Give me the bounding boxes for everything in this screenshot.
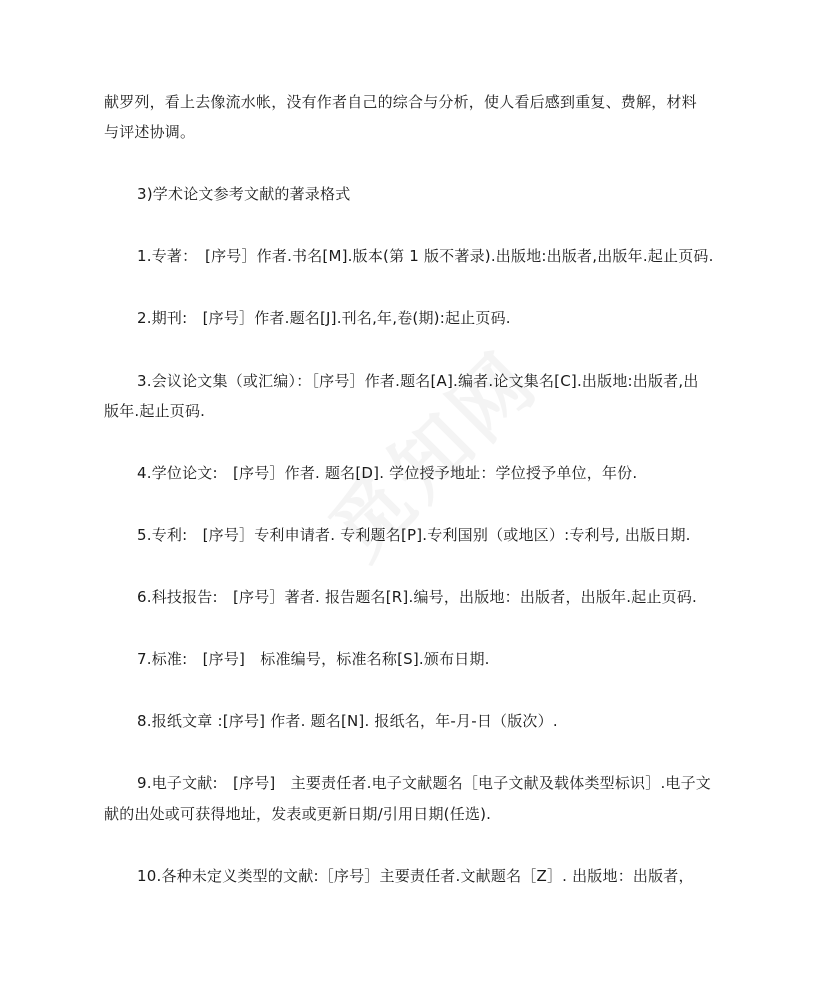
format-item-electronic-cont: 献的出处或可获得地址，发表或更新日期/引用日期(任选).: [104, 805, 492, 823]
format-item-journal: 2.期刊: [序号］作者.题名[J].刊名,年,卷(期):起止页码.: [137, 309, 511, 327]
format-item-proceedings: 3.会议论文集（或汇编）：［序号］作者.题名[A].编者.论文集名[C].出版地:出版者,出: [137, 372, 699, 390]
format-item-other: 10.各种未定义类型的文献:［序号］主要责任者.文献题名［Z］. 出版地：出版者，: [137, 867, 694, 885]
section-heading: 3)学术论文参考文献的著录格式: [137, 185, 351, 203]
format-item-electronic: 9.电子文献: [序号] 主要责任者.电子文献题名［电子文献及载体类型标识］.电子文: [137, 774, 712, 792]
format-item-monograph: 1.专著： [序号］作者.书名[M].版本(第 1 版不著录).出版地:出版者,出版年.起止页码.: [137, 247, 714, 265]
format-item-proceedings-cont: 版年.起止页码.: [104, 402, 206, 420]
paragraph-line-1: 献罗列，看上去像流水帐，没有作者自己的综合与分析，使人看后感到重复、费解，材料: [104, 93, 697, 111]
format-item-patent: 5.专利: [序号］专利申请者. 专利题名[P].专利国别（或地区）:专利号, 出版日期.: [137, 526, 691, 544]
format-item-thesis: 4.学位论文: [序号］作者. 题名[D]. 学位授予地址：学位授予单位，年份.: [137, 464, 638, 482]
paragraph-line-2: 与评述协调。: [104, 123, 196, 141]
format-item-standard: 7.标准: [序号] 标准编号，标准名称[S].颁布日期.: [137, 650, 490, 668]
format-item-newspaper: 8.报纸文章 :[序号] 作者. 题名[N]. 报纸名，年-月-日（版次）.: [137, 712, 558, 730]
format-item-report: 6.科技报告: [序号］著者. 报告题名[R].编号，出版地：出版者，出版年.起止页码.: [137, 588, 697, 606]
watermark-logo: [277, 298, 582, 603]
